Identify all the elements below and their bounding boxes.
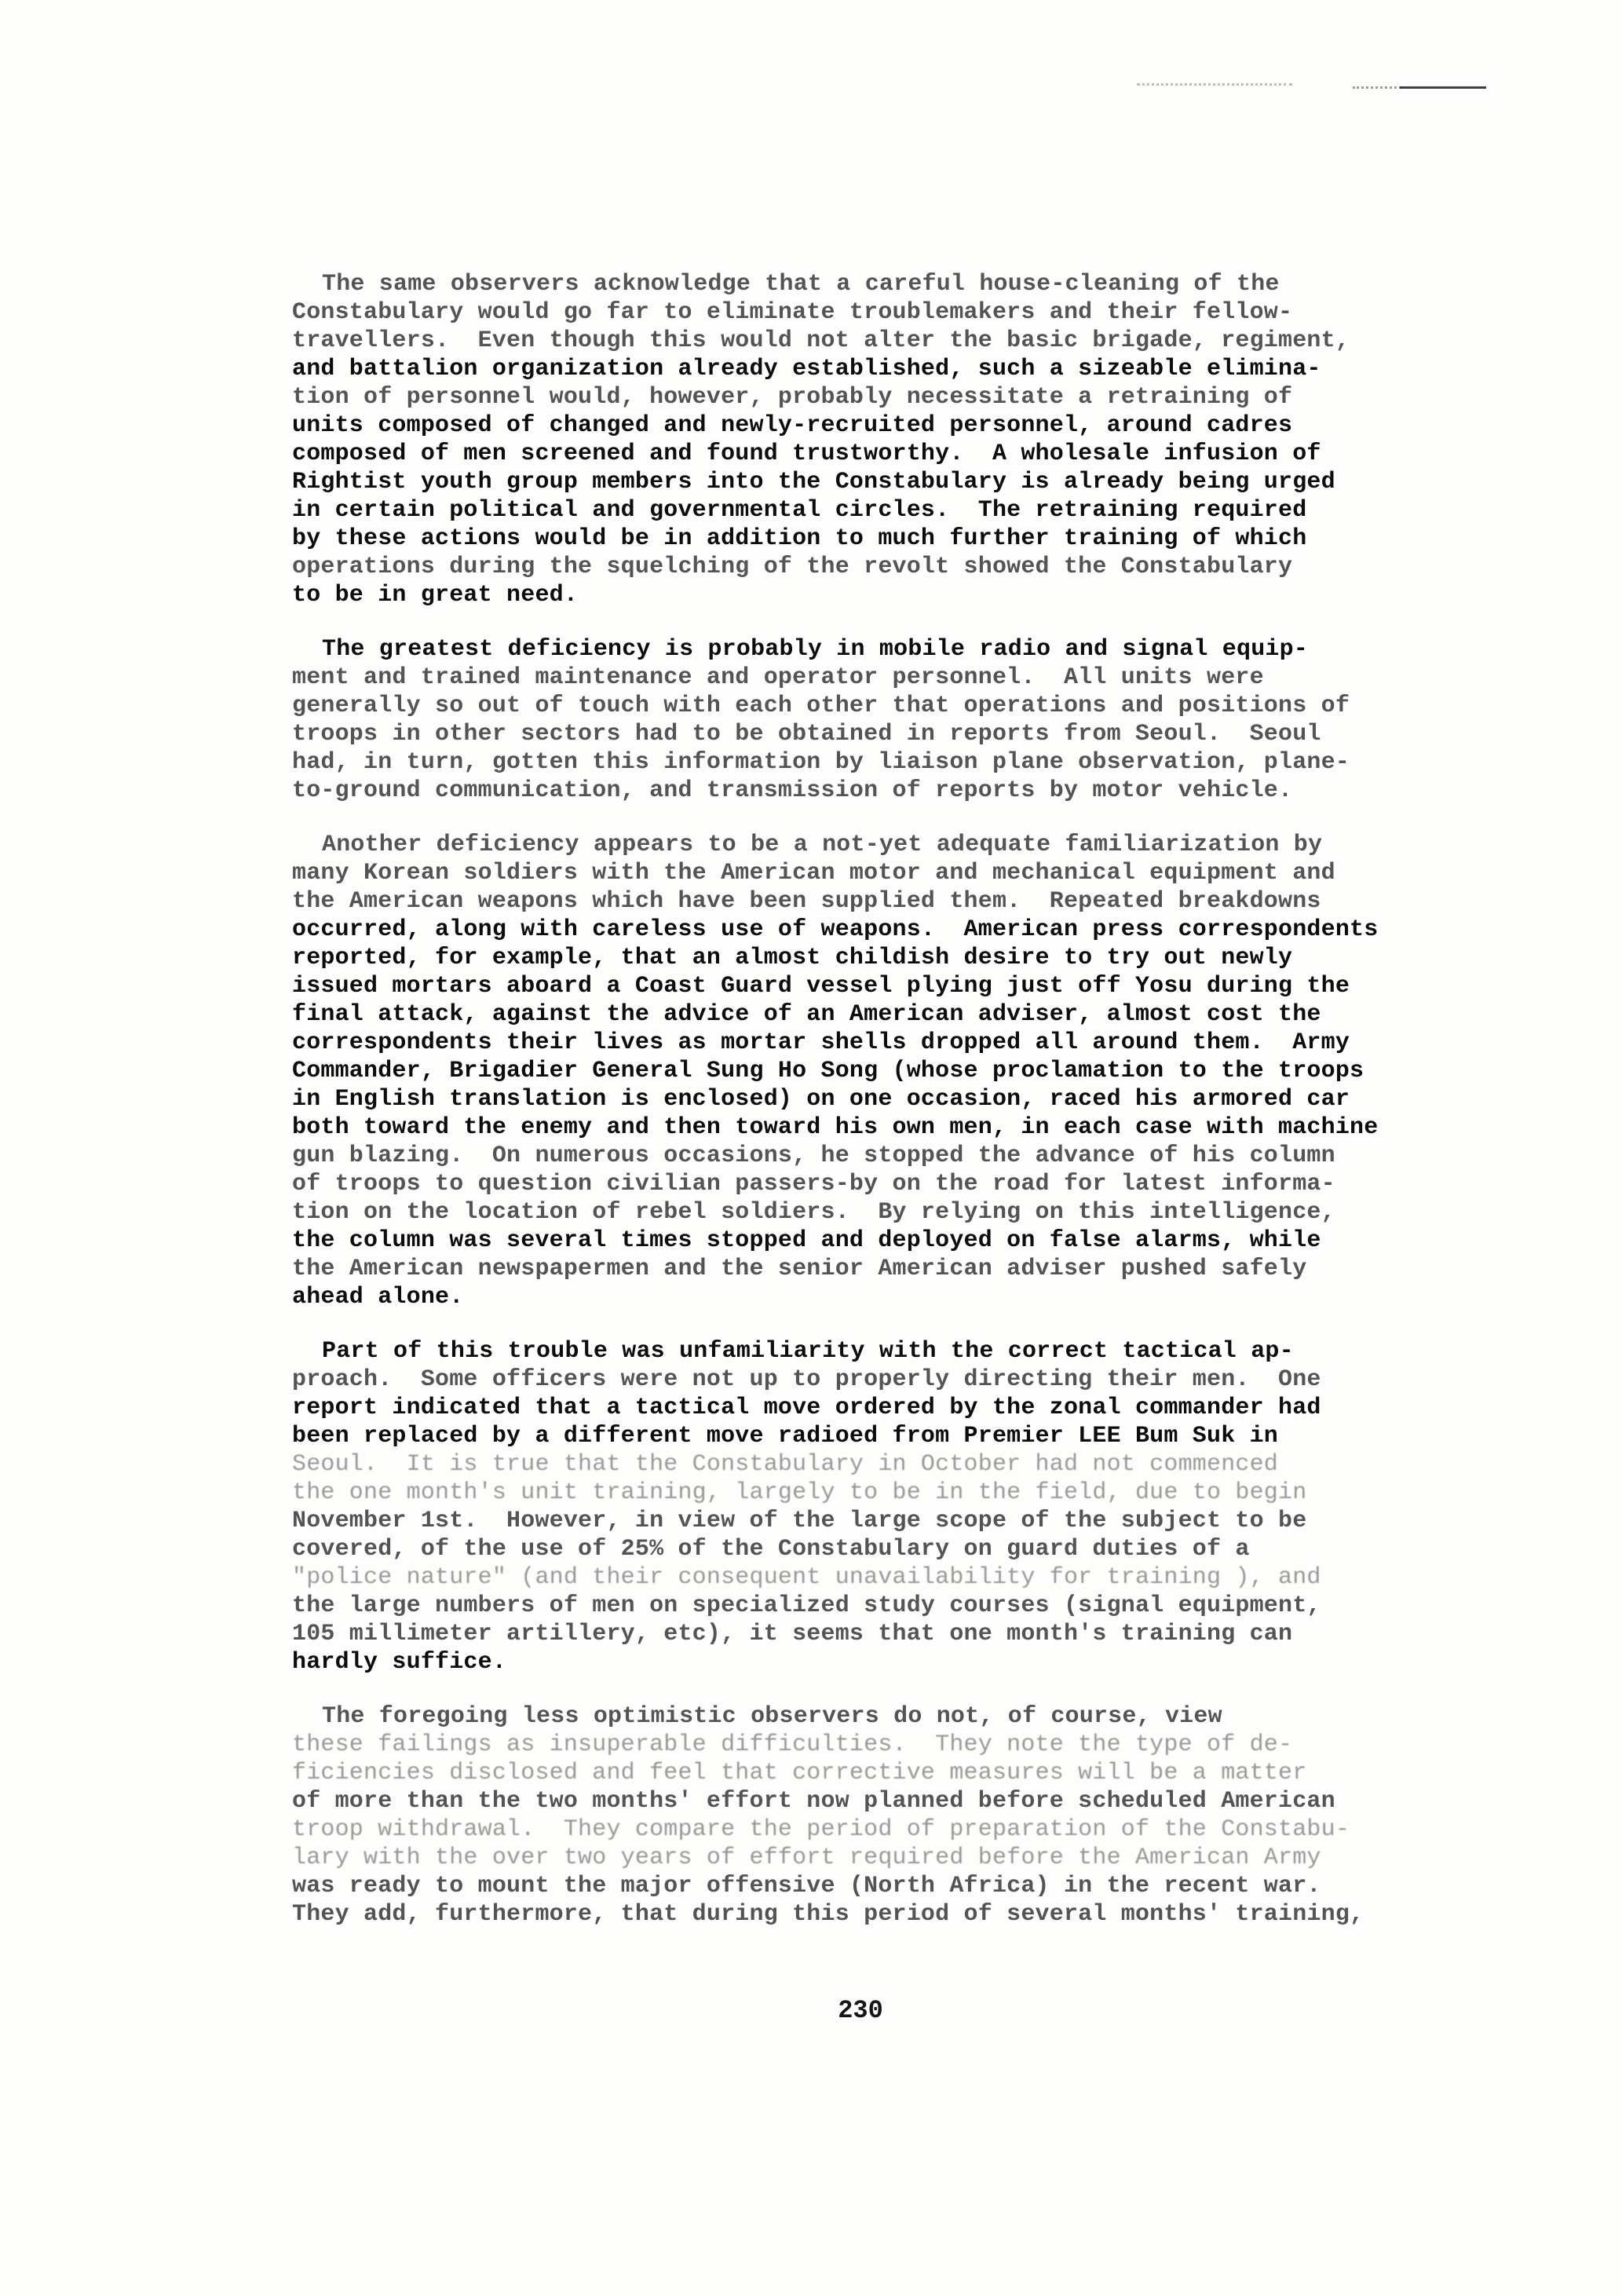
paragraph-line: reported, for example, that an almost childish desire to try out newly [292, 945, 1293, 971]
paragraph-line: gun blazing. On numerous occasions, he stopped the advance of his column [292, 1143, 1335, 1169]
paragraph-line: troop withdrawal. They compare the period of preparation of the Constabu- [292, 1816, 1350, 1843]
page-number: 230 [838, 1996, 883, 2025]
paragraph-line: of more than the two months' effort now planned before scheduled American [292, 1788, 1335, 1815]
paragraph-line: occurred, along with careless use of weapons. American press correspondents [292, 916, 1379, 943]
paragraph-line: the one month's unit training, largely to be in the field, due to begin [292, 1479, 1307, 1506]
paragraph-line: November 1st. However, in view of the large scope of the subject to be [292, 1508, 1307, 1534]
paragraph-line: Rightist youth group members into the Constabulary is already being urged [292, 469, 1335, 495]
paragraph [292, 635, 1429, 805]
paragraph-line: by these actions would be in addition to much further training of which [292, 525, 1307, 552]
paragraph-line: issued mortars aboard a Coast Guard vessel plying just off Yosu during the [292, 973, 1350, 1000]
paragraph-line: proach. Some officers were not up to properly directing their men. One [292, 1366, 1321, 1393]
paragraph-line: composed of men screened and found trustworthy. A wholesale infusion of [292, 441, 1321, 467]
paragraph-line: been replaced by a different move radioed from Premier LEE Bum Suk in [292, 1423, 1279, 1450]
paragraph [292, 831, 1429, 1311]
paragraph-line: generally so out of touch with each other that operations and positions of [292, 693, 1350, 719]
paragraph-line: units composed of changed and newly-recruited personnel, around cadres [292, 412, 1293, 439]
paragraph-line: covered, of the use of 25% of the Constabulary on guard duties of a [292, 1536, 1250, 1563]
paragraph-line: operations during the squelching of the revolt showed the Constabulary [292, 554, 1293, 580]
scan-artifact-solid-line [1400, 86, 1486, 89]
paragraph-line: of troops to question civilian passers-by on the road for latest informa- [292, 1171, 1335, 1197]
paragraph-line: The foregoing less optimistic observers do not, of course, view [322, 1703, 1222, 1730]
paragraph-line: in certain political and governmental circles. The retraining required [292, 497, 1307, 524]
text-block [292, 270, 1429, 1954]
paragraph [292, 270, 1429, 609]
paragraph-line: Constabulary would go far to eliminate troublemakers and their fellow- [292, 299, 1293, 326]
paragraph-line: had, in turn, gotten this information by liaison plane observation, plane- [292, 749, 1350, 776]
paragraph-line: and battalion organization already established, such a sizeable elimina- [292, 356, 1321, 382]
paragraph-line: tion on the location of rebel soldiers. By relying on this intelligence, [292, 1199, 1335, 1226]
paragraph-line: the large numbers of men on specialized study courses (signal equipment, [292, 1592, 1321, 1619]
paragraph-line: final attack, against the advice of an American adviser, almost cost the [292, 1001, 1321, 1028]
paragraph [292, 1702, 1429, 1929]
paragraph-line: Seoul. It is true that the Constabulary in October had not commenced [292, 1451, 1279, 1478]
paragraph-line: The greatest deficiency is probably in mobile radio and signal equip- [322, 636, 1309, 663]
paragraph-line: 105 millimeter artillery, etc), it seems that one month's training can [292, 1621, 1293, 1647]
paragraph-line: many Korean soldiers with the American motor and mechanical equipment and [292, 860, 1335, 887]
paragraph [292, 1337, 1429, 1676]
paragraph-line: lary with the over two years of effort required before the American Army [292, 1844, 1321, 1871]
paragraph-line: troops in other sectors had to be obtained in reports from Seoul. Seoul [292, 721, 1321, 748]
paragraph-line: correspondents their lives as mortar shells dropped all around them. Army [292, 1029, 1350, 1056]
paragraph-line: the column was several times stopped and deployed on false alarms, while [292, 1227, 1321, 1254]
paragraph-line: Part of this trouble was unfamiliarity with the correct tactical ap- [322, 1338, 1294, 1365]
paragraph-line: hardly suffice. [292, 1649, 507, 1676]
paragraph-line: the American newspapermen and the senior American adviser pushed safely [292, 1256, 1307, 1282]
paragraph-line: They add, furthermore, that during this period of several months' training, [292, 1901, 1364, 1928]
paragraph-line: Another deficiency appears to be a not-yet adequate familiarization by [322, 832, 1323, 858]
scan-artifact-dotted-line [1137, 83, 1292, 86]
paragraph-line: travellers. Even though this would not alter the basic brigade, regiment, [292, 327, 1350, 354]
paragraph-line: tion of personnel would, however, probably necessitate a retraining of [292, 384, 1293, 411]
paragraph-line: ment and trained maintenance and operator personnel. All units were [292, 664, 1264, 691]
paragraph-line: ahead alone. [292, 1284, 464, 1311]
paragraph-line: The same observers acknowledge that a careful house-cleaning of the [322, 271, 1280, 298]
paragraph-line: these failings as insuperable difficulties. They note the type of de- [292, 1731, 1293, 1758]
paragraph-line: the American weapons which have been supplied them. Repeated breakdowns [292, 888, 1321, 915]
paragraph-line: was ready to mount the major offensive (North Africa) in the recent war. [292, 1873, 1321, 1899]
paragraph-line: both toward the enemy and then toward his own men, in each case with machine [292, 1114, 1379, 1141]
paragraph-line: "police nature" (and their consequent unavailability for training ), and [292, 1564, 1321, 1591]
paragraph-line: report indicated that a tactical move ordered by the zonal commander had [292, 1395, 1321, 1421]
paragraph-line: to-ground communication, and transmission of reports by motor vehicle. [292, 777, 1293, 804]
paragraph-line: in English translation is enclosed) on one occasion, raced his armored car [292, 1086, 1350, 1113]
paragraph-line: to be in great need. [292, 582, 579, 609]
scan-artifact-dotted-line [1353, 86, 1401, 89]
paragraph-line: ficiencies disclosed and feel that corrective measures will be a matter [292, 1760, 1307, 1786]
paragraph-line: Commander, Brigadier General Sung Ho Song (whose proclamation to the troops [292, 1058, 1364, 1084]
